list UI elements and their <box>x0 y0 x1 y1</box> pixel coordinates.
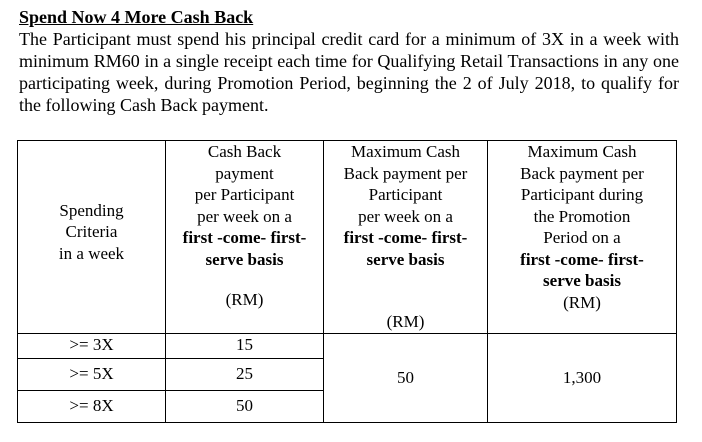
header-max-cash-back-per-week: Maximum Cash Back payment per Participant per week on a first -come- first- serve basis (RM) <box>324 141 488 334</box>
cash-back-table <box>17 140 677 423</box>
header-cash-back-per-week: Cash Back payment per Participant per week on a first -come- first- serve basis (RM) <box>166 141 324 334</box>
unit-label: (RM) <box>225 290 264 309</box>
criteria-cell: >= 8X <box>18 390 166 422</box>
cashback-cell: 15 <box>166 333 324 358</box>
document <box>19 6 679 116</box>
terms-paragraph: The Participant must spend his principal credit card for a minimum of 3X in a week with minimum RM60 in a single receipt each time for Qualifying Retail Transactions in any one participating week, during Promotion Period, beginning the 2 of July 2018, to qualify for the following Cash Back payment. <box>19 29 679 115</box>
cashback-cell: 50 <box>166 390 324 422</box>
criteria-cell: >= 3X <box>18 333 166 358</box>
header-max-cash-back-promotion: Maximum Cash Back payment per Participant during the Promotion Period on a first -come- first- serve basis (RM) <box>488 141 677 334</box>
unit-label: (RM) <box>386 312 425 331</box>
criteria-cell: >= 5X <box>18 358 166 390</box>
header-spending-criteria: Spending Criteria in a week <box>18 141 166 334</box>
max-promotion-cell: 1,300 <box>488 333 677 422</box>
section-heading: Spend Now 4 More Cash Back <box>19 7 254 27</box>
table-row <box>18 333 677 358</box>
table-header-row <box>18 141 677 334</box>
max-per-week-cell: 50 <box>324 333 488 422</box>
cashback-cell: 25 <box>166 358 324 390</box>
unit-label: (RM) <box>563 292 601 312</box>
